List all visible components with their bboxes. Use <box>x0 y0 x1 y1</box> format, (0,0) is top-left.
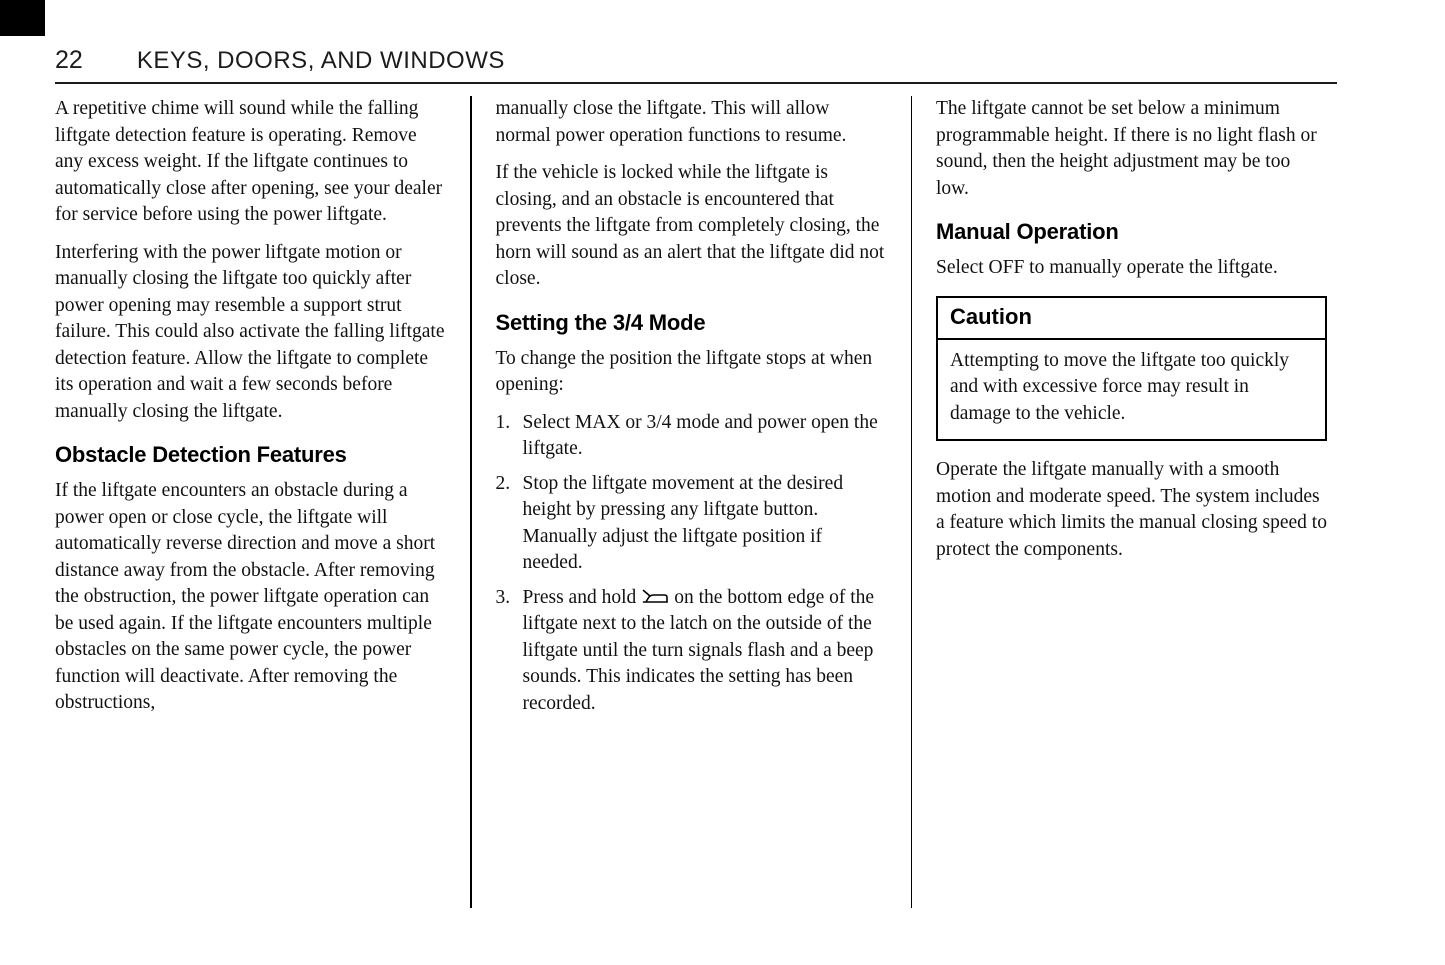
step-number: 1. <box>495 411 511 433</box>
list-item <box>496 410 887 463</box>
step-text-pre: Press and hold <box>522 586 637 608</box>
paragraph: To change the position the liftgate stops at when opening: <box>495 347 873 395</box>
step-number: 3. <box>495 586 511 608</box>
paragraph: Interfering with the power liftgate motion or manually closing the liftgate too quickly after power opening may resemble a support strut failure. This could also activate the falling liftgate detection feature. Allow the liftgate to complete its operation and wait a few seconds before manually closing the liftgate. <box>55 241 445 422</box>
paragraph: If the liftgate encounters an obstacle during a power open or close cycle, the liftgate will automatically reverse direction and move a short distance away from the obstacle. After removing the obstruction, the power liftgate operation can be used again. If the liftgate encounters multiple obstacles on the same power cycle, the power function will deactivate. After removing the obstructions, <box>55 480 436 713</box>
step-text: Select MAX or 3/4 mode and power open the liftgate. <box>522 411 878 459</box>
paragraph: Operate the liftgate manually with a smooth motion and moderate speed. The system includes a feature which limits the manual closing speed to protect the components. <box>936 459 1327 560</box>
column-1 <box>55 96 446 911</box>
paragraph: The liftgate cannot be set below a minimum programmable height. If there is no light flash or sound, then the height adjustment may be too low. <box>936 98 1317 199</box>
paragraph: If the vehicle is locked while the liftgate is closing, and an obstacle is encountered that prevents the liftgate from completely closing, the horn will sound as an alert that the liftgate did not close. <box>495 162 885 289</box>
section-heading-manual-operation: Manual Operation <box>936 219 1119 244</box>
liftgate-button-icon <box>640 588 670 606</box>
page-header <box>55 46 1337 75</box>
section-title: KEYS, DOORS, AND WINDOWS <box>136 47 505 74</box>
page-content <box>55 96 1337 911</box>
step-number: 2. <box>495 472 511 494</box>
caution-title: Caution <box>938 298 1325 340</box>
section-tab-mark <box>0 0 45 36</box>
column-2 <box>496 96 887 911</box>
step-text: Stop the liftgate movement at the desired height by pressing any liftgate button. Manually adjust the liftgate position if needed. <box>522 472 844 573</box>
caution-body: Attempting to move the liftgate too quickly and with excessive force may result in damage to the vehicle. <box>950 349 1290 424</box>
section-heading-obstacle-detection: Obstacle Detection Features <box>55 442 347 467</box>
section-heading-setting-34-mode: Setting the 3/4 Mode <box>495 309 706 335</box>
caution-box <box>936 296 1327 442</box>
step-text-post: on the bottom edge of the liftgate next to the latch on the outside of the liftgate until the turn signals flash and a beep sounds. This indicates the setting has been recorded. <box>522 586 875 714</box>
column-divider <box>470 96 472 908</box>
paragraph: manually close the liftgate. This will allow normal power operation functions to resume. <box>495 98 847 146</box>
list-item <box>496 471 887 577</box>
header-rule <box>55 82 1337 84</box>
column-3 <box>936 96 1327 911</box>
list-item <box>496 585 887 718</box>
numbered-list <box>496 410 887 718</box>
step-text <box>523 585 887 718</box>
paragraph: A repetitive chime will sound while the falling liftgate detection feature is operating. Remove any excess weight. If the liftgate continues to automatically close after opening, see your dealer for service before using the power liftgate. <box>55 98 443 225</box>
paragraph: Select OFF to manually operate the liftgate. <box>936 257 1278 278</box>
column-divider <box>911 96 913 908</box>
page-number: 22 <box>55 46 83 74</box>
